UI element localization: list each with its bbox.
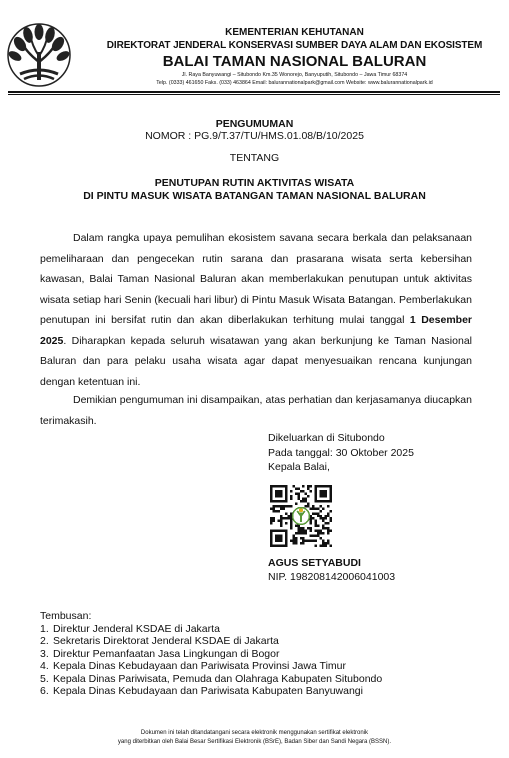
list-item: 4. Kepala Dinas Kebudayaan dan Pariwisata Provinsi Jawa Timur	[40, 660, 346, 672]
announcement-subject	[0, 177, 509, 203]
copies-label: Tembusan:	[40, 610, 92, 622]
letterhead-text	[82, 27, 507, 87]
office-contact: Telp. (0333) 461650 Faks. (033) 463864 Email: balurannationalpark@gmail.com Website: www.balurannationalpark.id	[156, 80, 433, 86]
footer-line-2: yang diterbitkan oleh Balai Besar Sertifikasi Elektronik (BSrE), Badan Siber dan Sandi Negara (BSSN).	[117, 739, 392, 745]
copies-section	[40, 610, 480, 698]
announcement-number: NOMOR : PG.9/T.37/TU/HMS.01.08/B/10/2025	[145, 130, 364, 142]
ministry-tree-logo-icon	[6, 22, 72, 88]
office-name: BALAI TAMAN NASIONAL BALURAN	[162, 53, 427, 70]
signature-block	[268, 431, 488, 475]
office-address: Jl. Raya Banyuwangi – Situbondo Km.35 Wonorejo, Banyuputih, Situbondo – Jawa Timur 68374	[181, 72, 408, 78]
list-item: 1. Direktur Jenderal KSDAE di Jakarta	[40, 622, 220, 635]
list-item: 3. Direktur Pemanfaatan Jasa Lingkungan di Bogor	[40, 647, 280, 660]
e-signature-footer	[0, 729, 509, 747]
subject-line-2: DI PINTU MASUK WISATA BATANGAN TAMAN NASIONAL BALURAN	[83, 190, 426, 202]
body-paragraph-2: Demikian pengumuman ini disampaikan, atas perhatian dan kerjasamanya diucapkan terimakasih.	[40, 394, 472, 427]
signer-name: AGUS SETYABUDI	[268, 557, 361, 569]
announcement-title: PENGUMUMAN	[215, 118, 294, 130]
issued-at: Dikeluarkan di Situbondo	[268, 432, 385, 444]
copies-list	[40, 623, 480, 698]
signature-qr-code-icon	[270, 485, 332, 547]
signer-position: Kepala Balai,	[268, 461, 330, 473]
paragraph-1-text-end: . Diharapkan kepada seluruh wisatawan yang akan berkunjung ke Taman Nasional Baluran dan para pelaku usaha wisata agar dapat menyesuaikan rencana kunjungan dengan ketentuan ini.	[40, 334, 472, 388]
subject-line-1: PENUTUPAN RUTIN AKTIVITAS WISATA	[154, 177, 355, 189]
letterhead-rule-thin	[8, 94, 500, 95]
footer-line-1: Dokumen ini telah ditandatangani secara elektronik menggunakan sertifikat elektronik	[140, 730, 369, 736]
signer-nip: NIP. 198208142006041003	[268, 571, 396, 583]
effective-date: 1 Desember 2025	[40, 314, 472, 347]
letterhead-rule-thick	[8, 91, 500, 93]
paragraph-1-text-start: Dalam rangka upaya pemulihan ekosistem savana secara berkala dan pelaksanaan pemeliharaan dan pengecekan rutin sarana dan prasarana wisata serta kebersihan kawasan, Balai Taman Nasional Baluran akan memberlakukan penutupan untuk aktivitas wisata setiap hari Senin (kecuali hari libur) di Pintu Masuk Wisata Batangan. Pemberlakukan penutupan ini bersifat rutin dan akan diberlakukan terhitung mulai tanggal	[40, 232, 472, 326]
announcement-about: TENTANG	[229, 152, 280, 164]
list-item: 2. Sekretaris Direktorat Jenderal KSDAE di Jakarta	[40, 635, 279, 647]
list-item: 6. Kepala Dinas Kebudayaan dan Pariwisata Kabupaten Banyuwangi	[40, 685, 363, 697]
directorate-name: DIREKTORAT JENDERAL KONSERVASI SUMBER DAYA ALAM DAN EKOSISTEM	[106, 40, 483, 51]
list-item: 5. Kepala Dinas Pariwisata, Pemuda dan Olahraga Kabupaten Situbondo	[40, 672, 383, 685]
letterhead	[0, 0, 509, 96]
issued-date: Pada tanggal: 30 Oktober 2025	[268, 446, 414, 459]
body-paragraph-1	[40, 228, 472, 392]
ministry-name: KEMENTERIAN KEHUTANAN	[225, 27, 364, 38]
